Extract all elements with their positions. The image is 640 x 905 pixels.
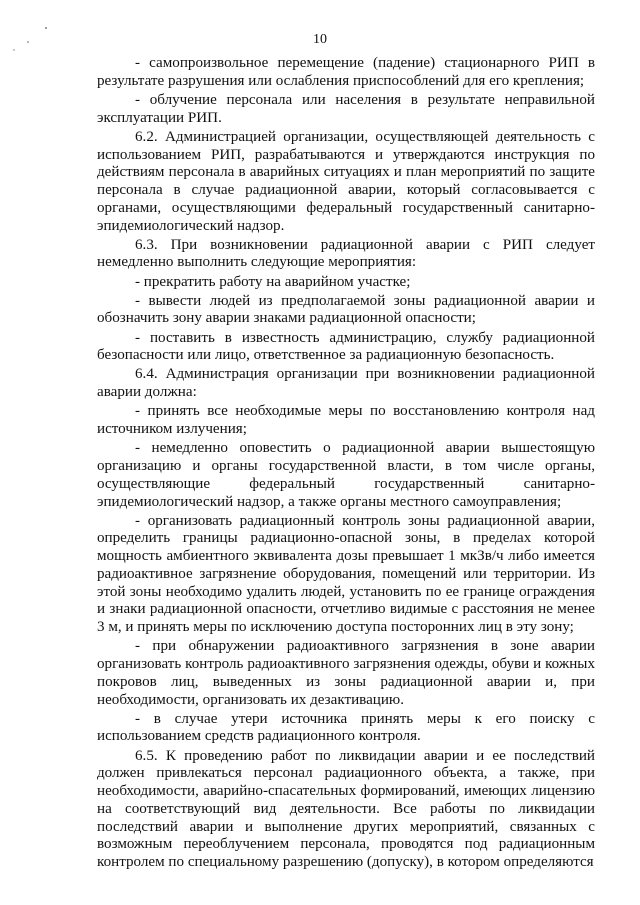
paragraph: - поставить в известность администрацию, службу радиационной безопасности или лицо, ответственное за радиационную безопасность. bbox=[97, 329, 595, 364]
paragraph: - немедленно оповестить о радиационной аварии вышестоящую организацию и органы государственной власти, в том числе органы, осуществляющие федеральный государственный санитарно-эпидемиологический надзор, а также органы местного самоуправления; bbox=[97, 440, 595, 510]
paragraph: - организовать радиационный контроль зоны радиационной аварии, определить границы радиационно-опасной зоны, в пределах которой мощность амбиентного эквивалента дозы превышает 1 мкЗв/ч либо имеется радиоактивное загрязнение оборудования, помещений или территории. Из этой зоны необходимо удалить людей, установить по ее границе ограждения и знаки радиационной опасности, отчетливо видимые с расстояния не менее 3 м, и принять меры по исключению доступа посторонних лиц в эту зону; bbox=[97, 512, 595, 636]
paragraph: - при обнаружении радиоактивного загрязнения в зоне аварии организовать контроль радиоактивного загрязнения одежды, обуви и кожных покровов лиц, выведенных из зоны радиационной аварии и, при необходимости, организовать их дезактивацию. bbox=[97, 638, 595, 708]
paragraph: 6.5. К проведению работ по ликвидации аварии и ее последствий должен привлекаться персонал радиационного объекта, а также, при необходимости, аварийно-спасательных формирований, имеющих лицензию на соответствующий вид деятельности. Все работы по ликвидации последствий аварии и выполнение других мероприятий, связанных с возможным переоблучением персонала, проводятся под радиационным контролем по специальному разрешению (допуску), в котором определяются bbox=[97, 747, 595, 871]
paragraph: - в случае утери источника принять меры к его поиску с использованием средств радиационного контроля. bbox=[97, 710, 595, 745]
paragraph: - самопроизвольное перемещение (падение) стационарного РИП в результате разрушения или ослабления приспособлений для его крепления; bbox=[97, 55, 595, 89]
paragraph: - облучение персонала или населения в результате неправильной эксплуатации РИП. bbox=[97, 91, 595, 126]
paragraph: 6.3. При возникновении радиационной аварии с РИП следует немедленно выполнить следующие мероприятия: bbox=[97, 236, 595, 271]
document-body bbox=[97, 55, 595, 873]
paragraph: 6.2. Администрацией организации, осуществляющей деятельность с использованием РИП, разрабатываются и утверждаются инструкция по действиям персонала в аварийных ситуациях и план мероприятий по защите персонала в случае радиационной аварии, который согласовывается с органами, осуществляющими федеральный государственный санитарно-эпидемиологический надзор. bbox=[97, 128, 595, 234]
page-number: 10 bbox=[313, 32, 327, 47]
paragraph: 6.4. Администрация организации при возникновении радиационной аварии должна: bbox=[97, 366, 595, 401]
paragraph: - принять все необходимые меры по восстановлению контроля над источником излучения; bbox=[97, 403, 595, 438]
paragraph: - вывести людей из предполагаемой зоны радиационной аварии и обозначить зону аварии знаками радиационной опасности; bbox=[97, 292, 595, 327]
paragraph: - прекратить работу на аварийном участке; bbox=[135, 273, 411, 290]
